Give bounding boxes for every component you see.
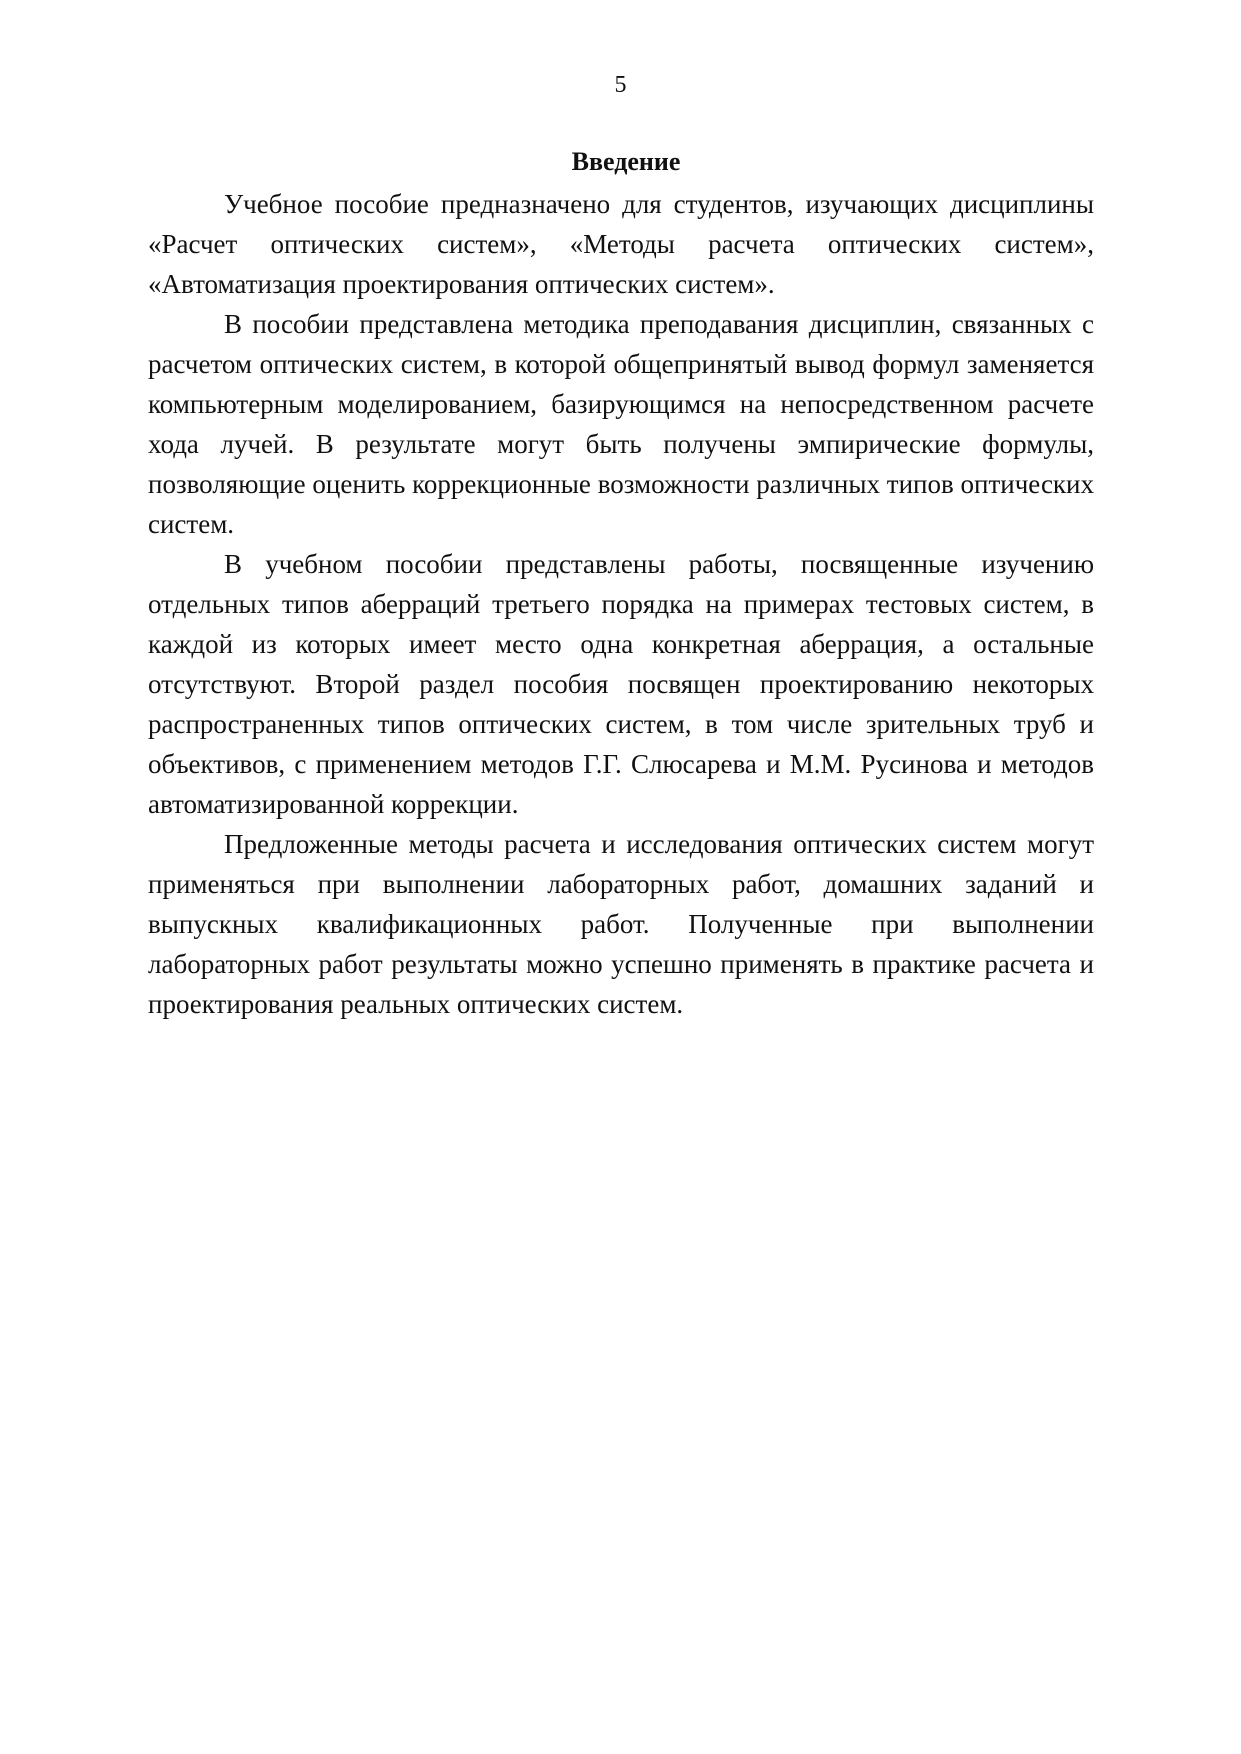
paragraph: В пособии представлена методика преподавания дисциплин, связанных с расчетом оптических систем, в которой общепринятый вывод формул заменяется компьютерным моделированием, базирующимся на непосредственном расчете хода лучей. В результате могут быть получены эмпирические формулы, позволяющие оценить коррекционные возможности различных типов оптических систем. xyxy=(148,309,1094,539)
section-introduction xyxy=(148,144,1094,1024)
page-number: 5 xyxy=(614,72,627,98)
section-title: Введение xyxy=(571,147,681,176)
paragraph: Учебное пособие предназначено для студентов, изучающих дисциплины «Расчет оптических систем», «Методы расчета оптических систем», «Автоматизация проектирования оптических систем». xyxy=(148,189,1094,299)
paragraph: Предложенные методы расчета и исследования оптических систем могут применяться при выполнении лабораторных работ, домашних заданий и выпускных квалификационных работ. Полученные при выполнении лабораторных работ результаты можно успешно применять в практике расчета и проектирования реальных оптических систем. xyxy=(148,829,1094,1019)
paragraph: В учебном пособии представлены работы, посвященные изучению отдельных типов аберраций третьего порядка на примерах тестовых систем, в каждой из которых имеет место одна конкретная аберрация, а остальные отсутствуют. Второй раздел пособия посвящен проектированию некоторых распространенных типов оптических систем, в том числе зрительных труб и объективов, с применением методов Г.Г. Слюсарева и М.М. Русинова и методов автоматизированной коррекции. xyxy=(148,549,1094,819)
